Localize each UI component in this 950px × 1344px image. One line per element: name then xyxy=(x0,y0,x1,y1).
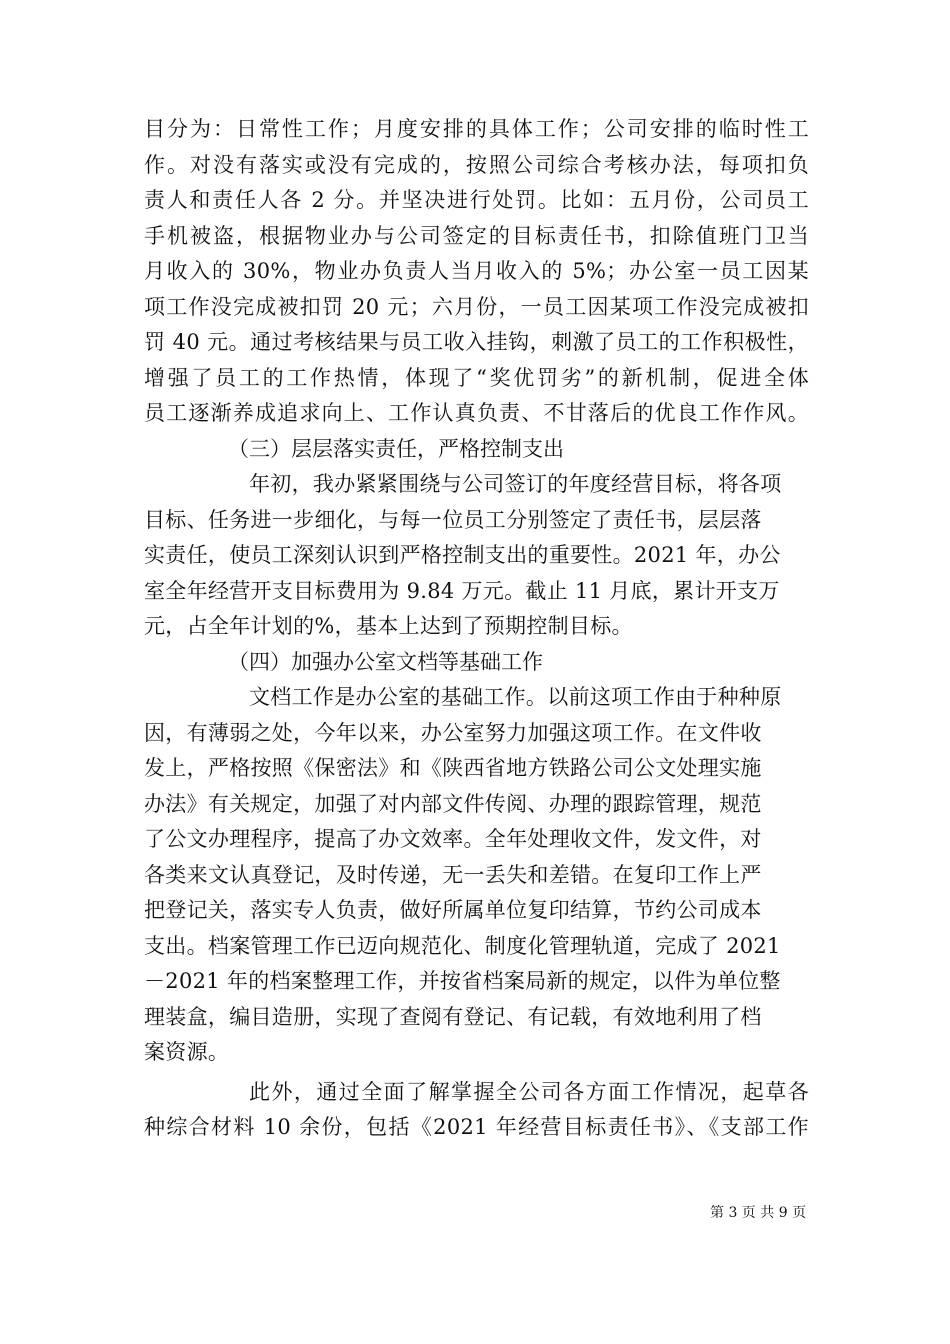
text-line: 作。对没有落实或没有完成的，按照公司综合考核办法，每项扣负 xyxy=(144,152,809,177)
document-page xyxy=(144,112,809,1146)
text-line: 理装盒，编目造册，实现了查阅有登记、有记载，有效地利用了档 xyxy=(144,1004,762,1029)
text-line: 年初，我办紧紧围绕与公司签订的年度经营目标，将各项 xyxy=(249,472,782,496)
text-line: 月收入的 30%，物业办负责人当月收入的 5%；办公室一员工因某 xyxy=(144,259,809,283)
section-heading-4: （四）加强办公室文档等基础工作 xyxy=(228,649,543,674)
text-line: 目分为：日常性工作；月度安排的具体工作；公司安排的临时性工 xyxy=(144,117,809,141)
text-line: 把登记关，落实专人负责，做好所属单位复印结算，节约公司成本 xyxy=(144,898,762,922)
text-line: 责人和责任人各 2 分。并坚决进行处罚。比如：五月份，公司员工 xyxy=(144,188,809,212)
text-line: 案资源。 xyxy=(144,1040,230,1064)
text-line: 因，有薄弱之处，今年以来，办公室努力加强这项工作。在文件收 xyxy=(144,720,762,745)
page-number-footer: 第 3 页 共 9 页 xyxy=(710,1205,807,1221)
paragraph-1 xyxy=(144,112,809,432)
text-line: 种综合材料 10 余份，包括《2021 年经营目标责任书》、《支部工作 xyxy=(144,1115,809,1139)
text-line: 办法》有关规定，加强了对内部文件传阅、办理的跟踪管理，规范 xyxy=(144,791,762,816)
text-line: 各类来文认真登记，及时传递，无一丢失和差错。在复印工作上严 xyxy=(144,862,762,887)
text-line: 员工逐渐养成追求向上、工作认真负责、不甘落后的优良工作作风。 xyxy=(144,401,809,425)
text-line: 罚 40 元。通过考核结果与员工收入挂钩，刺激了员工的工作积极性， xyxy=(144,330,809,354)
text-line: 实责任，使员工深刻认识到严格控制支出的重要性。2021 年，办公 xyxy=(144,543,781,567)
text-line: 项工作没完成被扣罚 20 元；六月份，一员工因某项工作没完成被扣 xyxy=(144,294,809,319)
section-heading-3: （三）层层落实责任，严格控制支出 xyxy=(228,436,564,461)
text-line: 元，占全年计划的%，基本上达到了预期控制目标。 xyxy=(144,614,633,638)
text-line: 发上，严格按照《保密法》和《陕西省地方铁路公司公文处理实施 xyxy=(144,756,762,780)
paragraph-2 xyxy=(144,467,809,645)
text-line: 目标、任务进一步细化，与每一位员工分别签定了责任书，层层落 xyxy=(144,507,762,532)
text-line: 手机被盗，根据物业办与公司签定的目标责任书，扣除值班门卫当 xyxy=(144,223,809,248)
text-line: 支出。档案管理工作已迈向规范化、制度化管理轨道，完成了 2021 xyxy=(144,933,781,958)
text-line: 了公文办理程序，提高了办文效率。全年处理收文件，发文件，对 xyxy=(144,827,762,851)
text-line: －2021 年的档案整理工作，并按省档案局新的规定，以件为单位整 xyxy=(144,969,781,993)
text-line: 室全年经营开支目标费用为 9.84 万元。截止 11 月底，累计开支万 xyxy=(144,578,780,603)
text-line: 此外，通过全面了解掌握全公司各方面工作情况，起草各 xyxy=(249,1079,809,1104)
text-line: 增强了员工的工作热情，体现了“奖优罚劣”的新机制，促进全体 xyxy=(144,365,809,390)
text-line: 文档工作是办公室的基础工作。以前这项工作由于种种原 xyxy=(249,685,782,709)
paragraph-4 xyxy=(144,1075,809,1146)
paragraph-3 xyxy=(144,680,809,1071)
